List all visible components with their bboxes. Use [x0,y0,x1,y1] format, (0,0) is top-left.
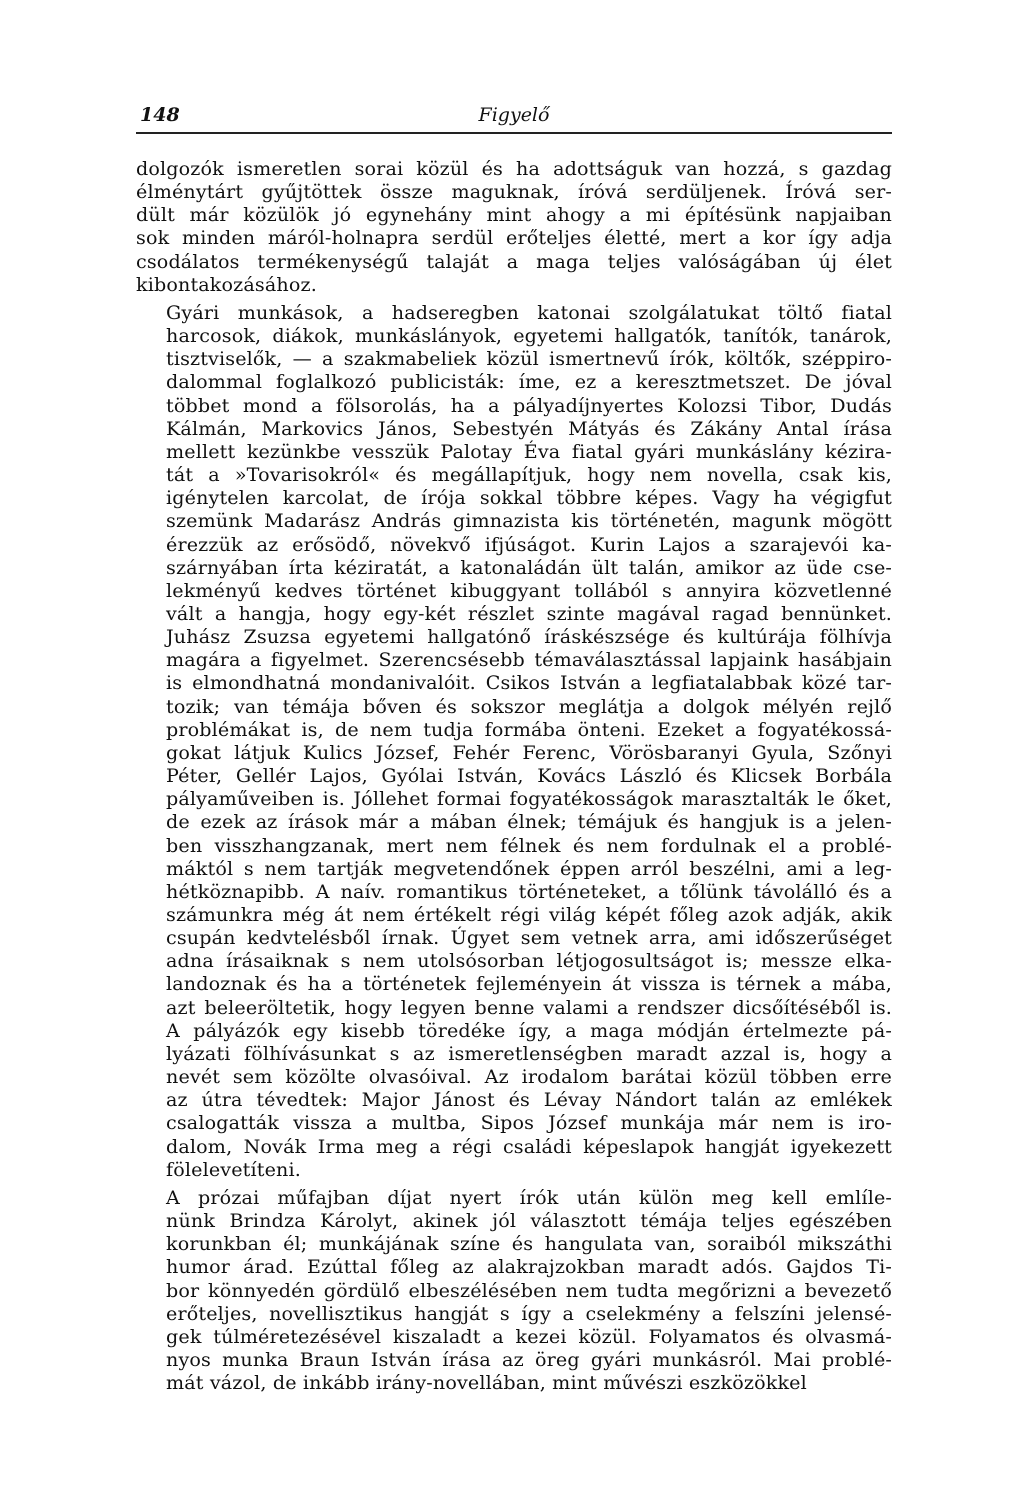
text-line: az útra tévedtek: Major Jánost és Lévay Nándort talán az emlékek [166,1088,892,1112]
text-line: A pályázók egy kisebb töredéke így, a maga módján értelmezte pá- [166,1018,892,1042]
page-number: 148 [140,104,180,126]
text-line: vált a hangja, hogy egy-két részlet szinte magával ragad bennünket. [166,601,892,625]
text-line: adna írásaiknak s nem utolsósorban létjogosultságot is; messze elka- [166,949,892,973]
text-line: csodálatos termékenységű talaját a maga teljes valóságában új élet [136,249,892,273]
text-line: Juhász Zsuzsa egyetemi hallgatónő íráskészsége és kultúrája fölhívja [166,625,892,649]
text-line: Péter, Gellér Lajos, Gyólai István, Kovács László és Klicsek Borbála [166,764,892,788]
text-line: sok minden máról-holnapra serdül erőteljes életté, mert a kor így adja [136,226,892,250]
text-line: azt beleeröltetik, hogy legyen benne valami a rendszer dicsőítéséből is. [166,995,892,1019]
text-line: landoznak és ha a történetek fejleményein át vissza is térnek a mába, [166,972,892,996]
text-line: nevét sem közölte olvasóival. Az irodalom barátai közül többen erre [166,1065,892,1089]
body-text [136,157,892,1394]
text-line: dolgozók ismeretlen sorai közül és ha adottságuk van hozzá, s gazdag [136,157,892,180]
text-line: tisztviselők, — a szakmabeliek közül ismertnevű írók, költők, széppiro- [166,347,892,371]
text-line: ben visszhangzanak, mert nem félnek és nem fordulnak el a problé- [166,833,892,857]
text-line: gokat látjuk Kulics József, Fehér Ferenc, Vörösbaranyi Gyula, Szőnyi [166,740,892,764]
text-line: mellett kezünkbe vesszük Palotay Éva fiatal gyári munkáslány kézira- [166,439,892,463]
text-line: A prózai műfajban díjat nyert írók után külön meg kell emlíle- [166,1185,892,1209]
text-line: számunkra még át nem értékelt régi világ képét főleg azok adják, akik [166,903,892,926]
text-line: dült már közülök jó egynehány mint ahogy a mi építésünk napjaiban [136,203,892,227]
text-line: mát vázol, de inkább irány-novellában, mint művészi eszközökkel [166,1371,807,1395]
running-header [136,98,892,134]
text-line: erőteljes, novellisztikus hangját s így a cselekmény a felszíni jelensé- [166,1301,892,1325]
text-line: máktól s nem tartják megvetendőnek éppen arról beszélni, ami a leg- [166,856,892,880]
text-line: nünk Brindza Károlyt, akinek jól választott témája teljes egészében [166,1209,892,1233]
paragraph [136,301,892,1181]
text-line: lekményű kedves történet kibuggyant tollából s annyira közvetlenné [166,578,892,602]
text-line: többet mond a fölsorolás, ha a pályadíjnyertes Kolozsi Tibor, Dudás [166,393,892,417]
text-line: de ezek az írások már a mában élnek; témájuk és hangjuk is a jelen- [166,810,892,834]
text-line: magára a figyelmet. Szerencsésebb témaválasztással lapjaink hasábjain [166,648,892,672]
text-line: pályaműveiben is. Jóllehet formai fogyatékosságok marasztalták le őket, [166,787,892,811]
text-line: szemünk Madarász András gimnazista kis történetén, magunk mögött [166,509,892,533]
text-line: harcosok, diákok, munkáslányok, egyetemi hallgatók, tanítók, tanárok, [166,324,892,348]
text-line: korunkban él; munkájának színe és hangulata van, soraiból mikszáthi [166,1232,892,1256]
text-line: Gyári munkások, a hadseregben katonai szolgálatukat töltő fiatal [166,300,892,324]
text-line: is elmondhatná mondanivalóit. Csikos István a legfiatalabbak közé tar- [166,671,892,695]
text-line: nyos munka Braun István írása az öreg gyári munkásról. Mai problé- [166,1347,892,1371]
running-title: Figyelő [478,104,550,126]
paragraph [136,157,892,296]
text-line: Kálmán, Markovics János, Sebestyén Mátyás és Zákány Antal írása [166,416,892,440]
paragraph [136,1186,892,1394]
text-line: élménytárt gyűjtöttek össze maguknak, íróvá serdüljenek. Íróvá ser- [136,180,892,204]
text-line: problémákat is, de nem tudja formába önteni. Ezeket a fogyatékossá- [166,717,892,741]
text-line: humor árad. Ezúttal főleg az alakrajzokban maradt adós. Gajdos Ti- [166,1255,892,1279]
text-line: dalom, Novák Irma meg a régi családi képeslapok hangját igyekezett [166,1134,892,1158]
text-line: tozik; van témája bőven és sokszor meglátja a dolgok mélyén rejlő [166,694,892,718]
text-line: igénytelen karcolat, de írója sokkal többre képes. Vagy ha végigfut [166,486,892,510]
text-line: fölelevetíteni. [166,1157,301,1181]
text-line: csupán kedvtelésből írnak. Úgyet sem vetnek arra, ami időszerűséget [166,926,892,950]
book-page [136,98,892,1394]
text-line: bor könnyedén gördülő elbeszélésében nem tudta megőrizni a bevezető [166,1278,892,1302]
text-line: csalogatták vissza a multba, Sipos József munkája már nem is iro- [166,1111,892,1135]
text-line: kibontakozásához. [136,272,317,296]
text-line: lyázati fölhívásunkat s az ismeretlenségben maradt azzal is, hogy a [166,1041,892,1065]
text-line: dalommal foglalkozó publicisták: íme, ez a keresztmetszet. De jóval [166,370,892,394]
text-line: gek túlméretezésével kiszaladt a kezei közül. Folyamatos és olvasmá- [166,1324,892,1348]
text-line: szárnyában írta kéziratát, a katonaládán ült talán, amikor az üde cse- [166,555,892,579]
text-line: érezzük az erősödő, növekvő ifjúságot. Kurin Lajos a szarajevói ka- [166,532,892,556]
text-line: hétköznapibb. A naív. romantikus történeteket, a tőlünk távolálló és a [166,879,892,903]
text-line: tát a »Tovarisokról« és megállapítjuk, hogy nem novella, csak kis, [166,463,892,487]
